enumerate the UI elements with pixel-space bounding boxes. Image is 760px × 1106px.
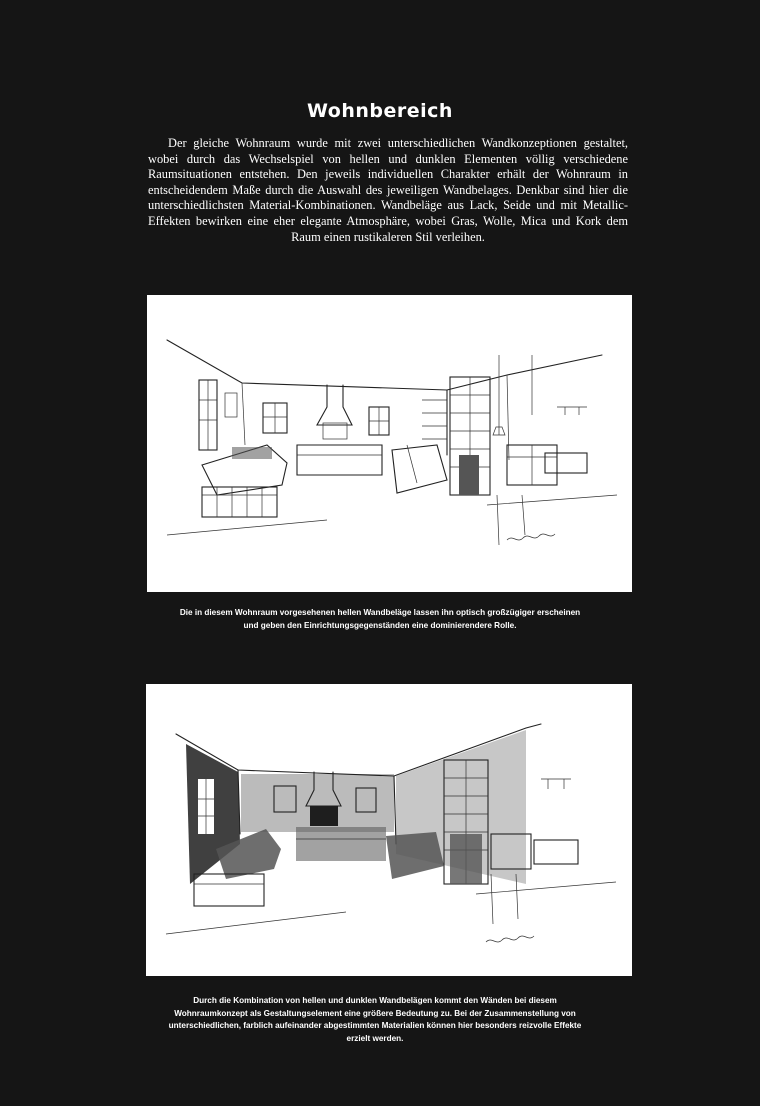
living-room-sketch-light [147, 295, 632, 592]
living-room-sketch-dark [146, 684, 632, 976]
sketch-drawing-light [147, 295, 632, 592]
caption-light-walls: Die in diesem Wohnraum vorgesehenen hellen Wandbeläge lassen ihn optisch großzügiger erscheinen und geben den Einrichtungsgegenständen eine dominierendere Rolle. [179, 608, 581, 630]
page-title: Wohnbereich [307, 100, 453, 122]
sketch-drawing-dark [146, 684, 632, 976]
intro-paragraph: Der gleiche Wohnraum wurde mit zwei unterschiedlichen Wandkonzeptionen gestaltet, wobei durch das Wechselspiel von hellen und dunklen Elementen völlig verschiedene Raumsituationen entstehen. Den jeweils individuellen Charakter erhält der Wohnraum in entscheidendem Maße durch die Auswahl des jeweiligen Wandbelages. Denkbar sind hier die unterschiedlichsten Material-Kombinationen. Wandbeläge aus Lack, Seide und mit Metallic-Effekten bewirken eine eher elegante Atmosphäre, wobei Gras, Wolle, Mica und Kork dem Raum einen rustikaleren Stil verleihen. [148, 136, 628, 244]
caption-light-dark-walls: Durch die Kombination von hellen und dunklen Wandbelägen kommt den Wänden bei diesem Wohnraumkonzept als Gestaltungselement eine größere Bedeutung zu. Bei der Zusammenstellung von unterschiedlichen, farblich aufeinander abgestimmten Materialien können hier besonders reizvolle Effekte erzielt werden. [168, 996, 582, 1043]
